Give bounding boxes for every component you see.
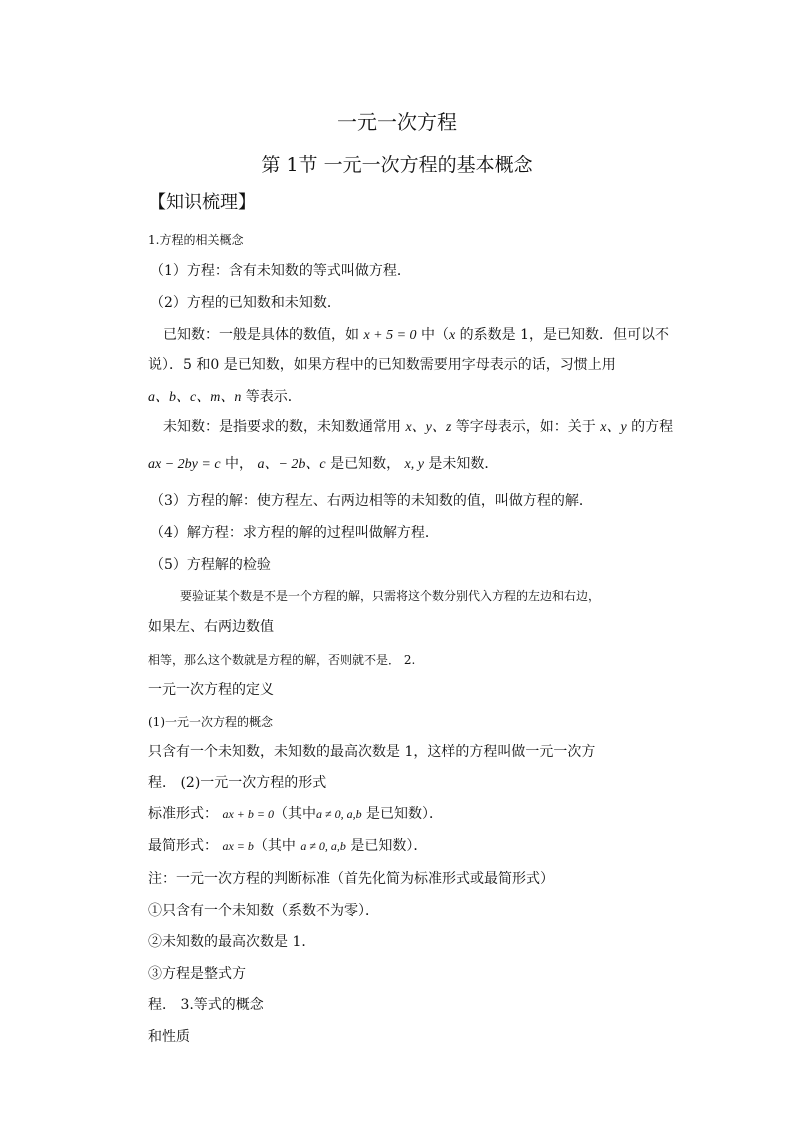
- math-expression: a、− 2b、c: [257, 457, 326, 472]
- math-expression: x + 5 = 0: [363, 328, 417, 343]
- verification-line: 要验证某个数是不是一个方程的解，只需将这个数分别代入方程的左边和右边，: [180, 589, 601, 603]
- simplest-form-line: [148, 836, 427, 856]
- definition-line: 只含有一个未知数，未知数的最高次数是 1，这样的方程叫做一元一次方: [148, 744, 596, 760]
- text-segment: 是已知数）．: [345, 838, 428, 854]
- criterion-1: ①只含有一个未知数（系数不为零）．: [148, 903, 379, 919]
- text-segment: 中（: [416, 327, 450, 343]
- math-expression: x、y: [600, 420, 627, 435]
- point-1-4: （4）解方程：求方程的解的过程叫做解方程．: [150, 525, 439, 541]
- point-1-1: （1）方程：含有未知数的等式叫做方程．: [150, 263, 411, 279]
- section-title: 第 1节 一元一次方程的基本概念: [261, 154, 533, 176]
- point-3-heading-2: 和性质: [148, 1029, 190, 1045]
- point-1-2: （2）方程的已知数和未知数．: [150, 295, 341, 311]
- knowledge-heading: 【知识梳理】: [148, 192, 256, 213]
- text-segment: 的系数是 1，是已知数．但可以不: [455, 327, 670, 343]
- text-segment: 未知数：是指要求的数，未知数通常用: [163, 419, 406, 435]
- criterion-3: ③方程是整式方: [148, 966, 246, 982]
- math-expression: x, y: [404, 457, 424, 472]
- text-segment: 最简形式：: [148, 838, 223, 854]
- math-expression: a ≠ 0, a,b: [315, 807, 362, 821]
- definition-line-2: 程． (2)一元一次方程的形式: [148, 775, 327, 791]
- text-segment: 的方程: [626, 419, 674, 435]
- verification-line-2: 如果左、右两边数值: [148, 619, 274, 635]
- text-segment: 是已知数）．: [361, 806, 444, 822]
- document-title: 一元一次方程: [337, 110, 457, 134]
- unknown-number-line: [163, 417, 673, 438]
- text-segment: 已知数：一般是具体的数值，如: [163, 327, 364, 343]
- text-segment: 标准形式：: [148, 806, 223, 822]
- point-2-1: (1)一元一次方程的概念: [148, 715, 273, 729]
- point-1-3: （3）方程的解：使方程左、右两边相等的未知数的值，叫做方程的解．: [150, 493, 593, 509]
- verification-line-3: 相等，那么这个数就是方程的解，否则就不是． 2.: [148, 653, 416, 667]
- math-expression: ax = b: [222, 839, 254, 853]
- text-segment: （其中: [273, 806, 316, 822]
- criterion-2: ②未知数的最高次数是 1．: [148, 934, 316, 950]
- text-segment: 等表示．: [241, 389, 302, 405]
- point-1-heading: 1.方程的相关概念: [148, 233, 244, 247]
- text-segment: 等字母表示，如：关于: [451, 419, 601, 435]
- point-1-5: （5）方程解的检验: [150, 557, 271, 573]
- text-segment: 是已知数，: [325, 456, 405, 472]
- known-number-line-2: 说）．5 和0 是已知数，如果方程中的已知数需要用字母表示的话，习惯上用: [148, 357, 616, 373]
- note-line: 注：一元一次方程的判断标准（首先化简为标准形式或最简形式）: [148, 871, 554, 887]
- math-expression: ax − 2by = c: [148, 457, 221, 472]
- math-expression: x、y、z: [405, 420, 452, 435]
- math-expression: a、b、c、m、n: [148, 390, 242, 405]
- math-expression: ax + b = 0: [222, 807, 274, 821]
- standard-form-line: [148, 804, 443, 824]
- point-3-heading: 程． 3.等式的概念: [148, 997, 264, 1013]
- text-segment: （其中: [253, 838, 301, 854]
- text-segment: 中，: [220, 456, 258, 472]
- known-number-line: [163, 325, 669, 346]
- text-segment: 是未知数．: [423, 456, 499, 472]
- letters-line: [148, 387, 302, 408]
- equation-example-line: [148, 454, 498, 475]
- point-2-heading: 一元一次方程的定义: [148, 682, 274, 698]
- math-expression: x: [449, 328, 456, 343]
- math-expression: a ≠ 0, a,b: [300, 839, 346, 853]
